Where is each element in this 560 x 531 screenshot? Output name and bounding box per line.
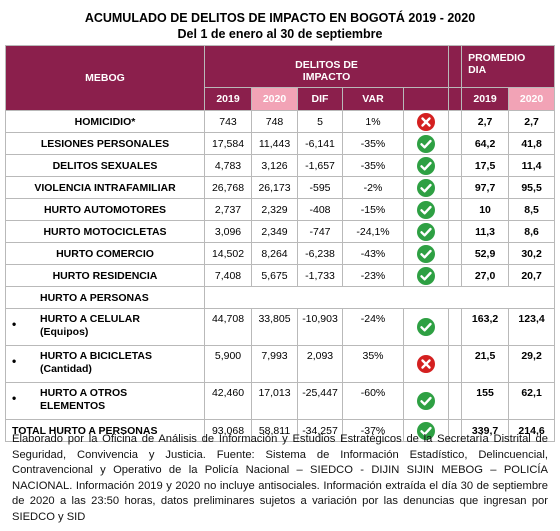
avg-2019: 97,7 <box>462 177 509 199</box>
status-cell <box>404 133 449 155</box>
header-status <box>404 88 449 111</box>
value-dif: -10,903 <box>298 309 343 346</box>
value-2019: 93,068 <box>205 420 252 442</box>
avg-2020: 29,2 <box>509 346 555 383</box>
header-dif: DIF <box>298 88 343 111</box>
table-subrow <box>6 383 555 420</box>
header-row-top <box>6 46 555 88</box>
value-dif: -747 <box>298 221 343 243</box>
avg-2019: 21,5 <box>462 346 509 383</box>
value-2019: 42,460 <box>205 383 252 420</box>
subname-line1: HURTO A CELULAR <box>40 313 140 325</box>
value-2019: 743 <box>205 111 252 133</box>
subname-line2: (Cantidad) <box>40 363 92 375</box>
status-cell <box>404 346 449 383</box>
value-dif: -34,257 <box>298 420 343 442</box>
status-cell <box>404 111 449 133</box>
value-dif: -408 <box>298 199 343 221</box>
report-title: ACUMULADO DE DELITOS DE IMPACTO EN BOGOTÁ 2019 - 2020 <box>84 11 476 25</box>
status-cell <box>404 199 449 221</box>
report-subtitle: Del 1 de enero al 30 de septiembre <box>177 27 383 41</box>
source-note: Elaborado por la Oficina de Análisis de Información y Estudios Estratégicos de la Secretaría Distrital de Seguridad, Convivencia y Justicia. Fuente: Sistema de Información Estadístico, Delincuencial, Contravencional y Operativo de la Policía Nacional – SIEDCO - DIJIN SIJIN MEBOG – POLICÍA NACIONAL. Información 2019 y 2020 no incluye antisociales. Información extraída el día 30 de septiembre de 2020 a las 23:50 horas, datos preliminares sujetos a variación por las denuncias que ingresan por SIEDCO y SID <box>12 433 548 523</box>
crime-name: HURTO COMERCIO <box>6 243 205 265</box>
bullet: • <box>12 391 17 405</box>
table-row <box>6 155 555 177</box>
total-name: TOTAL HURTO A PERSONAS <box>6 420 205 442</box>
table-row <box>6 133 555 155</box>
avg-2019: 17,5 <box>462 155 509 177</box>
gap-cell <box>449 177 462 199</box>
avg-2019: 52,9 <box>462 243 509 265</box>
value-var: -24% <box>343 309 404 346</box>
value-2019: 3,096 <box>205 221 252 243</box>
status-cell <box>404 177 449 199</box>
value-dif: 2,093 <box>298 346 343 383</box>
table-row <box>6 199 555 221</box>
bullet: • <box>12 354 17 368</box>
crime-name: VIOLENCIA INTRAFAMILIAR <box>6 177 205 199</box>
gap-cell <box>449 309 462 346</box>
table-row <box>6 243 555 265</box>
table-subrow <box>6 346 555 383</box>
value-2020: 58,811 <box>252 420 298 442</box>
check-circle-icon <box>417 223 435 241</box>
table-subrow <box>6 309 555 346</box>
crime-name: DELITOS SEXUALES <box>6 155 205 177</box>
x-circle-icon <box>417 355 435 373</box>
table-row <box>6 177 555 199</box>
check-circle-icon <box>417 201 435 219</box>
crime-subname <box>6 346 205 383</box>
table-row <box>6 265 555 287</box>
hurto-personas-row <box>6 287 555 309</box>
avg-2019: 27,0 <box>462 265 509 287</box>
header-mebog: MEBOG <box>6 46 205 111</box>
subname-line2: ELEMENTOS <box>40 400 106 412</box>
crime-name: HURTO MOTOCICLETAS <box>6 221 205 243</box>
header-year-2019: 2019 <box>205 88 252 111</box>
value-2020: 33,805 <box>252 309 298 346</box>
crime-subname <box>6 309 205 346</box>
crime-name: LESIONES PERSONALES <box>6 133 205 155</box>
value-2019: 14,502 <box>205 243 252 265</box>
table-row <box>6 221 555 243</box>
hurto-personas-label: HURTO A PERSONAS <box>6 287 205 309</box>
value-var: -35% <box>343 155 404 177</box>
status-cell <box>404 309 449 346</box>
header-var: VAR <box>343 88 404 111</box>
value-dif: 5 <box>298 111 343 133</box>
header-year-2020: 2020 <box>252 88 298 111</box>
gap-cell <box>449 133 462 155</box>
status-cell <box>404 243 449 265</box>
value-var: -24,1% <box>343 221 404 243</box>
header-promedio <box>462 46 555 88</box>
gap-cell <box>449 111 462 133</box>
header-delitos-label: DELITOS DE IMPACTO <box>295 59 358 83</box>
avg-2019: 10 <box>462 199 509 221</box>
value-dif: -595 <box>298 177 343 199</box>
value-2019: 4,783 <box>205 155 252 177</box>
value-var: -35% <box>343 133 404 155</box>
value-2020: 7,993 <box>252 346 298 383</box>
header-avg-2020: 2020 <box>509 88 555 111</box>
check-circle-icon <box>417 135 435 153</box>
avg-2020: 95,5 <box>509 177 555 199</box>
value-2020: 17,013 <box>252 383 298 420</box>
header-promedio-label: PROMEDIO DIA <box>468 52 526 76</box>
subname-line1: HURTO A OTROS <box>40 387 128 399</box>
avg-2019: 155 <box>462 383 509 420</box>
avg-2019: 163,2 <box>462 309 509 346</box>
value-dif: -6,238 <box>298 243 343 265</box>
header-delitos <box>205 46 449 88</box>
avg-2019: 2,7 <box>462 111 509 133</box>
bullet: • <box>12 317 17 331</box>
value-dif: -25,447 <box>298 383 343 420</box>
avg-2020: 123,4 <box>509 309 555 346</box>
avg-2020: 2,7 <box>509 111 555 133</box>
avg-2019: 64,2 <box>462 133 509 155</box>
gap-cell <box>449 199 462 221</box>
avg-2020: 8,5 <box>509 199 555 221</box>
avg-2019: 11,3 <box>462 221 509 243</box>
gap-cell <box>449 155 462 177</box>
header-spacer <box>449 46 462 88</box>
value-2019: 5,900 <box>205 346 252 383</box>
value-2020: 2,349 <box>252 221 298 243</box>
avg-2020: 11,4 <box>509 155 555 177</box>
x-circle-icon <box>417 113 435 131</box>
check-circle-icon <box>417 392 435 410</box>
value-dif: -1,733 <box>298 265 343 287</box>
value-2019: 17,584 <box>205 133 252 155</box>
status-cell <box>404 265 449 287</box>
table-row <box>6 111 555 133</box>
crime-name: HOMICIDIO* <box>6 111 205 133</box>
value-var: -15% <box>343 199 404 221</box>
value-2020: 8,264 <box>252 243 298 265</box>
check-circle-icon <box>417 179 435 197</box>
header-avg-2019: 2019 <box>462 88 509 111</box>
value-var: 1% <box>343 111 404 133</box>
gap-cell <box>449 383 462 420</box>
value-var: -60% <box>343 383 404 420</box>
status-cell <box>404 383 449 420</box>
value-var: -23% <box>343 265 404 287</box>
crime-table <box>5 45 555 442</box>
value-2019: 26,768 <box>205 177 252 199</box>
avg-2020: 8,6 <box>509 221 555 243</box>
gap-cell <box>449 243 462 265</box>
gap-cell <box>449 221 462 243</box>
value-2020: 2,329 <box>252 199 298 221</box>
avg-2020: 62,1 <box>509 383 555 420</box>
gap-cell <box>449 346 462 383</box>
value-2019: 7,408 <box>205 265 252 287</box>
check-circle-icon <box>417 267 435 285</box>
value-var: -43% <box>343 243 404 265</box>
value-2020: 748 <box>252 111 298 133</box>
value-dif: -6,141 <box>298 133 343 155</box>
value-2020: 3,126 <box>252 155 298 177</box>
value-var: 35% <box>343 346 404 383</box>
status-cell <box>404 221 449 243</box>
avg-2020: 214,6 <box>509 420 555 442</box>
header-gap <box>449 88 462 111</box>
avg-2019: 339,7 <box>462 420 509 442</box>
value-2019: 44,708 <box>205 309 252 346</box>
status-cell <box>404 155 449 177</box>
hurto-personas-empty <box>205 287 555 309</box>
gap-cell <box>449 265 462 287</box>
value-2019: 2,737 <box>205 199 252 221</box>
avg-2020: 41,8 <box>509 133 555 155</box>
value-2020: 11,443 <box>252 133 298 155</box>
value-2020: 26,173 <box>252 177 298 199</box>
check-circle-icon <box>417 318 435 336</box>
value-var: -2% <box>343 177 404 199</box>
check-circle-icon <box>417 157 435 175</box>
value-2020: 5,675 <box>252 265 298 287</box>
value-var: -37% <box>343 420 404 442</box>
crime-name: HURTO RESIDENCIA <box>6 265 205 287</box>
avg-2020: 20,7 <box>509 265 555 287</box>
avg-2020: 30,2 <box>509 243 555 265</box>
subname-line1: HURTO A BICICLETAS <box>40 350 152 362</box>
check-circle-icon <box>417 245 435 263</box>
crime-name: HURTO AUTOMOTORES <box>6 199 205 221</box>
crime-subname <box>6 383 205 420</box>
subname-line2: (Equipos) <box>40 326 89 338</box>
value-dif: -1,657 <box>298 155 343 177</box>
